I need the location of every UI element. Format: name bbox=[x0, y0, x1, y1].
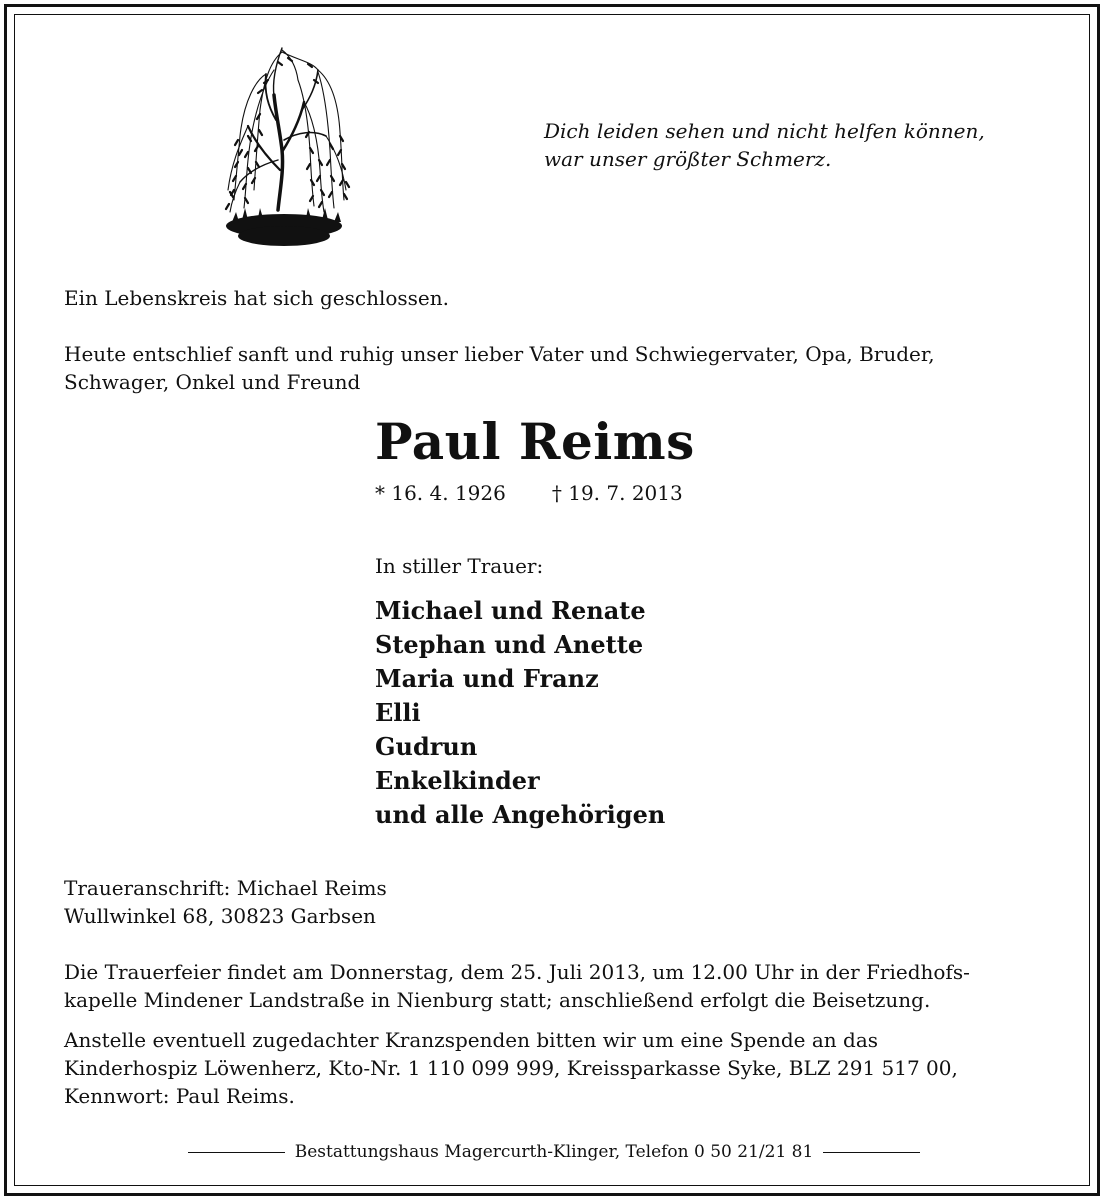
footer-rule-right bbox=[823, 1152, 920, 1153]
mourner-name: Maria und Franz bbox=[375, 664, 599, 693]
funeral-home-credit: Bestattungshaus Magercurth-Klinger, Telefon 0 50 21/21 81 bbox=[294, 1142, 814, 1162]
birth-date: * 16. 4. 1926 bbox=[375, 481, 506, 505]
ceremony-line-2: kapelle Mindener Landstraße in Nienburg statt; anschließend erfolgt die Beisetzung. bbox=[64, 988, 931, 1012]
donation-line-3: Kennwort: Paul Reims. bbox=[64, 1084, 295, 1108]
address-line-1: Traueranschrift: Michael Reims bbox=[64, 876, 387, 900]
memorial-quote bbox=[544, 117, 985, 173]
footer bbox=[188, 1142, 920, 1162]
address-line-2: Wullwinkel 68, 30823 Garbsen bbox=[64, 904, 376, 928]
footer-rule-left bbox=[188, 1152, 285, 1153]
mourner-name: Enkelkinder bbox=[375, 766, 540, 795]
ceremony-line-1: Die Trauerfeier findet am Donnerstag, dem 25. Juli 2013, um 12.00 Uhr in der Friedhofs- bbox=[64, 960, 970, 984]
intro-line-3: Schwager, Onkel und Freund bbox=[64, 370, 361, 394]
deceased-name: Paul Reims bbox=[375, 412, 695, 471]
quote-line-1: Dich leiden sehen und nicht helfen können, bbox=[544, 119, 985, 143]
weeping-willow-icon bbox=[218, 40, 358, 255]
donation-line-2: Kinderhospiz Löwenherz, Kto-Nr. 1 110 099 999, Kreissparkasse Syke, BLZ 291 517 00, bbox=[64, 1056, 958, 1080]
death-date: † 19. 7. 2013 bbox=[551, 481, 683, 505]
intro-line-2: Heute entschlief sanft und ruhig unser lieber Vater und Schwiegervater, Opa, Bruder, bbox=[64, 342, 935, 366]
mourner-name: Elli bbox=[375, 698, 421, 727]
mourners-list bbox=[375, 594, 665, 832]
mourner-name: Stephan und Anette bbox=[375, 630, 644, 659]
mourner-name: Gudrun bbox=[375, 732, 478, 761]
mourner-name: und alle Angehörigen bbox=[375, 800, 666, 829]
mourner-name: Michael und Renate bbox=[375, 596, 646, 625]
life-dates bbox=[375, 481, 683, 505]
quote-line-2: war unser größter Schmerz. bbox=[544, 147, 832, 171]
mourners-label: In stiller Trauer: bbox=[375, 554, 544, 578]
donation-line-1: Anstelle eventuell zugedachter Kranzspenden bitten wir um eine Spende an das bbox=[64, 1028, 879, 1052]
intro-line-1: Ein Lebenskreis hat sich geschlossen. bbox=[64, 286, 449, 310]
